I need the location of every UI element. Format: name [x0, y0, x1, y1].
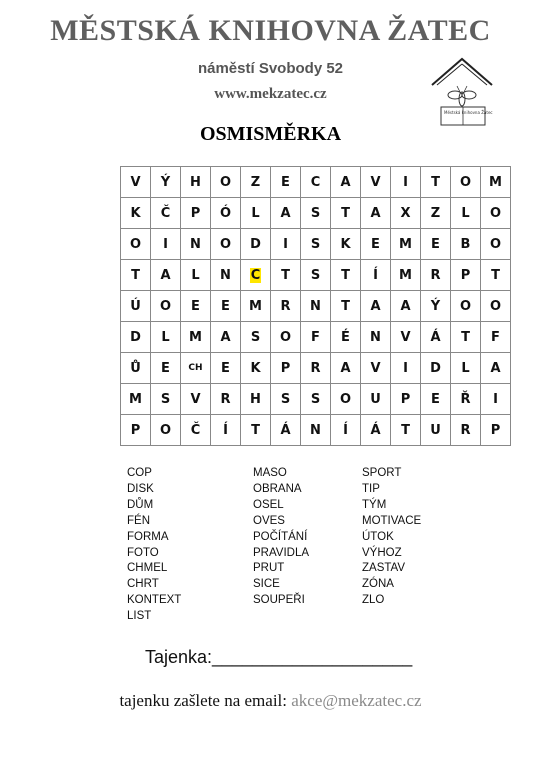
grid-cell[interactable]: [421, 260, 451, 291]
grid-letter: L: [161, 329, 170, 345]
grid-letter: E: [161, 360, 170, 376]
grid-cell[interactable]: [421, 198, 451, 229]
word-list-item: OVES: [253, 514, 285, 527]
library-website[interactable]: www.mekzatec.cz: [214, 86, 327, 102]
grid-letter: N: [310, 298, 321, 314]
grid-cell[interactable]: [241, 322, 271, 353]
grid-cell[interactable]: [361, 229, 391, 260]
grid-cell[interactable]: [481, 322, 511, 353]
grid-cell[interactable]: [481, 260, 511, 291]
grid-cell[interactable]: [481, 384, 511, 415]
grid-letter: H: [250, 391, 261, 407]
grid-cell[interactable]: [421, 229, 451, 260]
grid-cell[interactable]: [181, 260, 211, 291]
grid-letter: C: [250, 267, 261, 283]
grid-cell[interactable]: [301, 353, 331, 384]
word-list-item: POČÍTÁNÍ: [253, 530, 308, 543]
grid-cell[interactable]: [271, 198, 301, 229]
grid-letter: S: [310, 267, 321, 283]
grid-letter: M: [399, 267, 412, 283]
grid-cell[interactable]: [211, 353, 241, 384]
grid-cell[interactable]: [391, 198, 421, 229]
grid-cell[interactable]: [391, 167, 421, 198]
solution-label: Tajenka:: [145, 647, 213, 667]
grid-letter: E: [221, 298, 230, 314]
footer-text: tajenku zašlete na email:: [119, 691, 287, 710]
grid-cell[interactable]: [421, 167, 451, 198]
grid-cell[interactable]: [301, 198, 331, 229]
grid-letter: U: [370, 391, 381, 407]
grid-letter: I: [403, 360, 408, 376]
grid-letter: O: [219, 236, 232, 252]
email-address-link[interactable]: akce@mekzatec.cz: [291, 691, 422, 710]
grid-letter: O: [279, 329, 292, 345]
grid-letter: R: [220, 391, 231, 407]
grid-cell[interactable]: [331, 291, 361, 322]
grid-letter: H: [190, 174, 201, 190]
grid-letter: L: [461, 360, 470, 376]
grid-cell[interactable]: [121, 260, 151, 291]
grid-letter: E: [191, 298, 200, 314]
grid-letter: P: [280, 360, 291, 376]
grid-letter: CH: [188, 363, 203, 373]
grid-cell[interactable]: [331, 384, 361, 415]
grid-letter: T: [131, 267, 140, 283]
grid-letter: I: [163, 236, 168, 252]
grid-cell[interactable]: [301, 167, 331, 198]
grid-cell[interactable]: [271, 415, 301, 446]
grid-cell[interactable]: [151, 167, 181, 198]
grid-cell[interactable]: [481, 353, 511, 384]
grid-letter: P: [190, 205, 201, 221]
grid-cell[interactable]: [391, 353, 421, 384]
word-list-item: COP: [127, 467, 152, 479]
grid-cell[interactable]: [451, 229, 481, 260]
grid-cell[interactable]: [241, 229, 271, 260]
grid-cell[interactable]: [181, 167, 211, 198]
word-list-item: LIST: [127, 610, 152, 623]
grid-cell[interactable]: [241, 415, 271, 446]
grid-cell[interactable]: [151, 415, 181, 446]
grid-letter: V: [130, 174, 141, 190]
grid-letter: Í: [223, 422, 228, 438]
grid-letter: Í: [373, 267, 378, 283]
grid-cell[interactable]: [211, 167, 241, 198]
grid-cell[interactable]: [181, 415, 211, 446]
grid-cell[interactable]: [121, 384, 151, 415]
grid-letter: O: [159, 422, 172, 438]
grid-letter: S: [310, 236, 321, 252]
grid-letter: O: [489, 205, 502, 221]
grid-cell[interactable]: [301, 384, 331, 415]
grid-letter: N: [310, 422, 321, 438]
grid-letter: P: [130, 422, 141, 438]
word-list-item: CHRT: [127, 578, 159, 591]
grid-cell[interactable]: [451, 322, 481, 353]
grid-letter: A: [280, 205, 291, 221]
word-list-item: DŮM: [127, 498, 154, 511]
grid-letter: Ú: [130, 298, 141, 314]
grid-cell[interactable]: [121, 198, 151, 229]
grid-cell[interactable]: [361, 384, 391, 415]
grid-letter: D: [250, 236, 261, 252]
grid-cell[interactable]: [451, 415, 481, 446]
grid-letter: T: [341, 205, 350, 221]
grid-letter: I: [403, 174, 408, 190]
grid-letter: Ů: [130, 360, 141, 376]
grid-letter: S: [310, 391, 321, 407]
word-list-item: CHMEL: [127, 562, 168, 575]
grid-cell[interactable]: [391, 260, 421, 291]
grid-cell[interactable]: [151, 322, 181, 353]
grid-letter: A: [400, 298, 411, 314]
word-list-item: VÝHOZ: [362, 546, 402, 559]
grid-cell[interactable]: [181, 291, 211, 322]
grid-cell[interactable]: [421, 291, 451, 322]
grid-letter: E: [431, 391, 440, 407]
grid-letter: S: [160, 391, 171, 407]
grid-cell[interactable]: [211, 291, 241, 322]
grid-letter: I: [283, 236, 288, 252]
grid-letter: K: [340, 236, 351, 252]
grid-cell[interactable]: [181, 384, 211, 415]
grid-letter: E: [371, 236, 380, 252]
grid-cell[interactable]: [271, 291, 301, 322]
grid-letter: F: [311, 329, 320, 345]
grid-letter: A: [340, 174, 351, 190]
word-list-item: MASO: [253, 467, 287, 479]
grid-cell[interactable]: [331, 353, 361, 384]
grid-letter: E: [281, 174, 290, 190]
grid-cell[interactable]: [211, 260, 241, 291]
grid-cell[interactable]: [241, 198, 271, 229]
grid-letter: E: [221, 360, 230, 376]
grid-letter: M: [399, 236, 412, 252]
word-list-item: OBRANA: [253, 482, 302, 495]
grid-cell[interactable]: [121, 353, 151, 384]
grid-letter: T: [341, 267, 350, 283]
grid-cell[interactable]: [211, 198, 241, 229]
grid-cell[interactable]: [421, 353, 451, 384]
grid-letter: O: [459, 298, 472, 314]
grid-letter: D: [130, 329, 141, 345]
grid-letter: T: [341, 298, 350, 314]
word-list-item: ZASTAV: [362, 562, 406, 575]
word-list-item: ZLO: [362, 594, 385, 607]
grid-letter: É: [341, 329, 350, 345]
grid-letter: C: [310, 174, 321, 190]
grid-cell[interactable]: [391, 291, 421, 322]
grid-cell[interactable]: [451, 384, 481, 415]
grid-letter: T: [491, 267, 500, 283]
word-list-item: FOTO: [127, 546, 159, 559]
grid-cell[interactable]: [301, 322, 331, 353]
grid-cell[interactable]: [271, 353, 301, 384]
grid-cell[interactable]: [151, 384, 181, 415]
grid-letter: R: [460, 422, 471, 438]
grid-cell[interactable]: [451, 198, 481, 229]
grid-letter: A: [160, 267, 171, 283]
grid-cell[interactable]: [361, 353, 391, 384]
grid-letter: A: [490, 360, 501, 376]
grid-letter: N: [370, 329, 381, 345]
grid-letter: Í: [343, 422, 348, 438]
grid-cell[interactable]: [121, 229, 151, 260]
grid-letter: Z: [250, 174, 261, 190]
grid-cell[interactable]: [331, 198, 361, 229]
grid-letter: A: [370, 298, 381, 314]
word-list-item: DISK: [127, 482, 154, 495]
word-list-item: MOTIVACE: [362, 514, 422, 527]
grid-letter: R: [430, 267, 441, 283]
grid-cell[interactable]: [151, 260, 181, 291]
word-list-column-1: [127, 466, 181, 625]
grid-letter: B: [460, 236, 471, 252]
grid-cell[interactable]: [151, 353, 181, 384]
word-list-item: SICE: [253, 578, 280, 591]
grid-cell[interactable]: [271, 167, 301, 198]
grid-cell[interactable]: [451, 353, 481, 384]
grid-letter: P: [400, 391, 411, 407]
grid-cell[interactable]: [331, 167, 361, 198]
grid-cell[interactable]: [331, 322, 361, 353]
grid-cell[interactable]: [271, 229, 301, 260]
grid-letter: K: [130, 205, 141, 221]
grid-cell[interactable]: [391, 415, 421, 446]
word-list-item: PRUT: [253, 562, 285, 575]
grid-letter: V: [190, 391, 201, 407]
grid-cell[interactable]: [391, 322, 421, 353]
word-list-item: SOUPEŘI: [253, 594, 305, 607]
grid-cell[interactable]: [361, 322, 391, 353]
grid-letter: O: [159, 298, 172, 314]
grid-letter: Č: [190, 422, 201, 438]
grid-cell[interactable]: [481, 198, 511, 229]
library-title: MĚSTSKÁ KNIHOVNA ŽATEC: [50, 14, 491, 47]
grid-letter: S: [310, 205, 321, 221]
grid-letter: M: [249, 298, 262, 314]
grid-cell[interactable]: [331, 260, 361, 291]
grid-cell[interactable]: [301, 291, 331, 322]
grid-cell[interactable]: [151, 291, 181, 322]
grid-cell[interactable]: [181, 229, 211, 260]
grid-letter: F: [491, 329, 500, 345]
grid-cell[interactable]: [181, 322, 211, 353]
grid-letter: R: [280, 298, 291, 314]
grid-letter: M: [489, 174, 502, 190]
grid-cell[interactable]: [241, 384, 271, 415]
grid-letter: O: [459, 174, 472, 190]
grid-letter: I: [493, 391, 498, 407]
grid-cell[interactable]: [421, 384, 451, 415]
grid-cell[interactable]: [451, 291, 481, 322]
grid-letter: O: [129, 236, 142, 252]
grid-cell[interactable]: [391, 384, 421, 415]
grid-cell[interactable]: [121, 322, 151, 353]
grid-letter: X: [400, 205, 411, 221]
grid-letter: L: [191, 267, 200, 283]
grid-cell[interactable]: [151, 198, 181, 229]
library-address: náměstí Svobody 52: [197, 60, 344, 77]
grid-cell[interactable]: [361, 260, 391, 291]
grid-cell[interactable]: [271, 260, 301, 291]
grid-letter: L: [461, 205, 470, 221]
grid-cell[interactable]: [301, 260, 331, 291]
grid-cell[interactable]: [361, 167, 391, 198]
grid-cell[interactable]: [481, 415, 511, 446]
word-list-column-2: [253, 466, 309, 609]
word-list-item: ÚTOK: [362, 530, 394, 543]
grid-cell[interactable]: [121, 415, 151, 446]
grid-letter: Á: [280, 422, 291, 438]
grid-letter: Á: [430, 329, 441, 345]
solution-blank[interactable]: ____________________: [212, 647, 413, 667]
grid-letter: T: [281, 267, 290, 283]
grid-letter: E: [431, 236, 440, 252]
word-search-grid: [120, 166, 511, 446]
grid-letter: R: [310, 360, 321, 376]
grid-cell[interactable]: [301, 229, 331, 260]
grid-cell[interactable]: [211, 384, 241, 415]
grid-letter: N: [220, 267, 231, 283]
grid-letter: V: [370, 360, 381, 376]
grid-cell[interactable]: [241, 260, 271, 291]
grid-cell[interactable]: [211, 229, 241, 260]
grid-cell[interactable]: [391, 229, 421, 260]
solution-line[interactable]: [145, 647, 412, 668]
grid-letter: V: [370, 174, 381, 190]
word-list-item: ZÓNA: [362, 578, 394, 591]
grid-cell[interactable]: [331, 229, 361, 260]
grid-cell[interactable]: [241, 353, 271, 384]
grid-cell[interactable]: [361, 291, 391, 322]
word-list-item: SPORT: [362, 467, 402, 479]
word-list-item: PRAVIDLA: [253, 546, 310, 559]
grid-letter: Ř: [460, 391, 471, 407]
grid-cell[interactable]: [421, 415, 451, 446]
grid-cell[interactable]: [271, 384, 301, 415]
grid-cell[interactable]: [451, 167, 481, 198]
grid-cell[interactable]: [271, 322, 301, 353]
grid-letter: O: [219, 174, 232, 190]
grid-letter: Ý: [160, 174, 171, 190]
grid-cell[interactable]: [481, 167, 511, 198]
grid-letter: K: [250, 360, 261, 376]
grid-cell[interactable]: [421, 322, 451, 353]
grid-letter: U: [430, 422, 441, 438]
word-list-item: OSEL: [253, 498, 284, 511]
grid-letter: O: [489, 236, 502, 252]
library-logo: [428, 55, 496, 133]
grid-letter: O: [339, 391, 352, 407]
word-list-item: FÉN: [127, 514, 150, 527]
grid-cell[interactable]: [301, 415, 331, 446]
word-list-item: FORMA: [127, 530, 169, 543]
grid-letter: Á: [370, 422, 381, 438]
grid-cell[interactable]: [151, 229, 181, 260]
grid-cell[interactable]: [181, 353, 211, 384]
word-list-item: KONTEXT: [127, 594, 182, 607]
grid-letter: T: [401, 422, 410, 438]
grid-cell[interactable]: [481, 229, 511, 260]
grid-letter: T: [251, 422, 260, 438]
grid-cell[interactable]: [241, 291, 271, 322]
grid-letter: M: [189, 329, 202, 345]
grid-cell[interactable]: [211, 415, 241, 446]
grid-letter: A: [370, 205, 381, 221]
grid-letter: D: [430, 360, 441, 376]
grid-letter: A: [340, 360, 351, 376]
grid-letter: V: [400, 329, 411, 345]
grid-letter: L: [251, 205, 260, 221]
grid-cell[interactable]: [241, 167, 271, 198]
grid-letter: Č: [160, 205, 171, 221]
grid-letter: S: [280, 391, 291, 407]
grid-letter: A: [220, 329, 231, 345]
grid-letter: S: [250, 329, 261, 345]
grid-letter: P: [460, 267, 471, 283]
grid-letter: Ó: [219, 205, 232, 221]
grid-cell[interactable]: [481, 291, 511, 322]
grid-cell[interactable]: [121, 291, 151, 322]
grid-cell[interactable]: [361, 415, 391, 446]
logo-text: Městská knihovna Žatec: [444, 110, 493, 115]
grid-letter: P: [490, 422, 501, 438]
grid-cell[interactable]: [361, 198, 391, 229]
grid-letter: O: [489, 298, 502, 314]
word-list-item: TÝM: [362, 498, 387, 511]
grid-letter: Ý: [430, 298, 441, 314]
grid-letter: T: [461, 329, 470, 345]
word-list-item: TIP: [362, 482, 380, 495]
grid-cell[interactable]: [181, 198, 211, 229]
puzzle-title: OSMISMĚRKA: [199, 123, 342, 145]
grid-cell[interactable]: [331, 415, 361, 446]
grid-letter: M: [129, 391, 142, 407]
grid-letter: N: [190, 236, 201, 252]
grid-cell[interactable]: [451, 260, 481, 291]
grid-cell[interactable]: [211, 322, 241, 353]
grid-cell[interactable]: [121, 167, 151, 198]
footer-email-line: [0, 691, 541, 711]
grid-letter: T: [431, 174, 440, 190]
word-list-column-3: [362, 466, 421, 609]
grid-letter: Z: [430, 205, 441, 221]
